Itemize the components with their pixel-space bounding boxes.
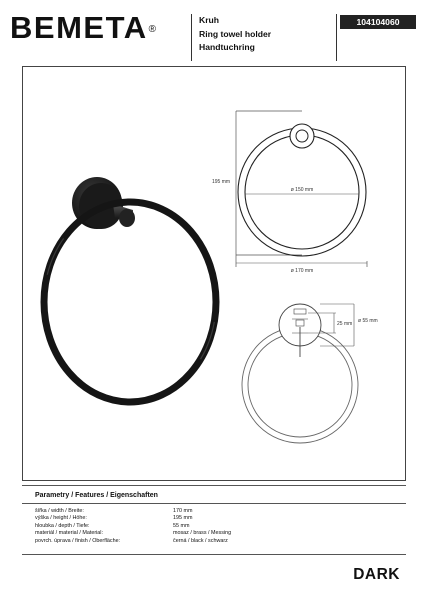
arm-joint: [119, 209, 135, 227]
code-divider: [336, 14, 337, 61]
product-code: 104104060: [340, 15, 416, 29]
product-title-en: Ring towel holder: [199, 28, 272, 39]
dim-height-label: 195 mm: [212, 179, 231, 185]
specs-bottom-rule: [22, 554, 406, 555]
spec-label: hloubka / depth / Tiefe:: [35, 522, 90, 529]
spec-label: šířka / width / Breite:: [35, 508, 84, 514]
specs-title: Parametry / Features / Eigenschaften: [35, 492, 158, 499]
spec-value: 55 mm: [173, 522, 190, 529]
front-view-drawing: [212, 105, 406, 285]
dim-inner-label: ø 150 mm: [290, 187, 314, 193]
product-photo: [35, 170, 225, 410]
product-title-de: Handtuchring: [199, 42, 255, 52]
spec-value: 170 mm: [173, 508, 193, 514]
registered-mark: ®: [148, 24, 158, 35]
header-divider: [191, 14, 192, 61]
spec-label: materiál / material / Material:: [35, 530, 104, 537]
spec-label: výška / height / Höhe:: [35, 515, 87, 522]
brand-logo: [10, 12, 156, 44]
spec-value: černá / black / schwarz: [173, 537, 228, 544]
specs-title-rule: [22, 503, 406, 504]
spec-value: 195 mm: [173, 515, 193, 522]
spec-label: povrch. úprava / finish / Oberfläche:: [35, 537, 121, 544]
specs-top-rule: [22, 485, 406, 486]
dim-width-label: ø 170 mm: [290, 268, 314, 274]
product-titles: [199, 14, 271, 55]
spec-value: mosaz / brass / Messing: [173, 530, 232, 537]
towel-ring: [44, 202, 216, 402]
side-view-drawing: [230, 295, 406, 455]
brand-name: BEMETA: [10, 10, 148, 45]
mount-inner: [296, 130, 308, 142]
finish-label: DARK: [353, 566, 400, 583]
dim-depth-label: 25 mm: [337, 321, 353, 327]
dim-base-label: ø 55 mm: [358, 318, 378, 324]
product-title-cz: Kruh: [199, 15, 220, 25]
